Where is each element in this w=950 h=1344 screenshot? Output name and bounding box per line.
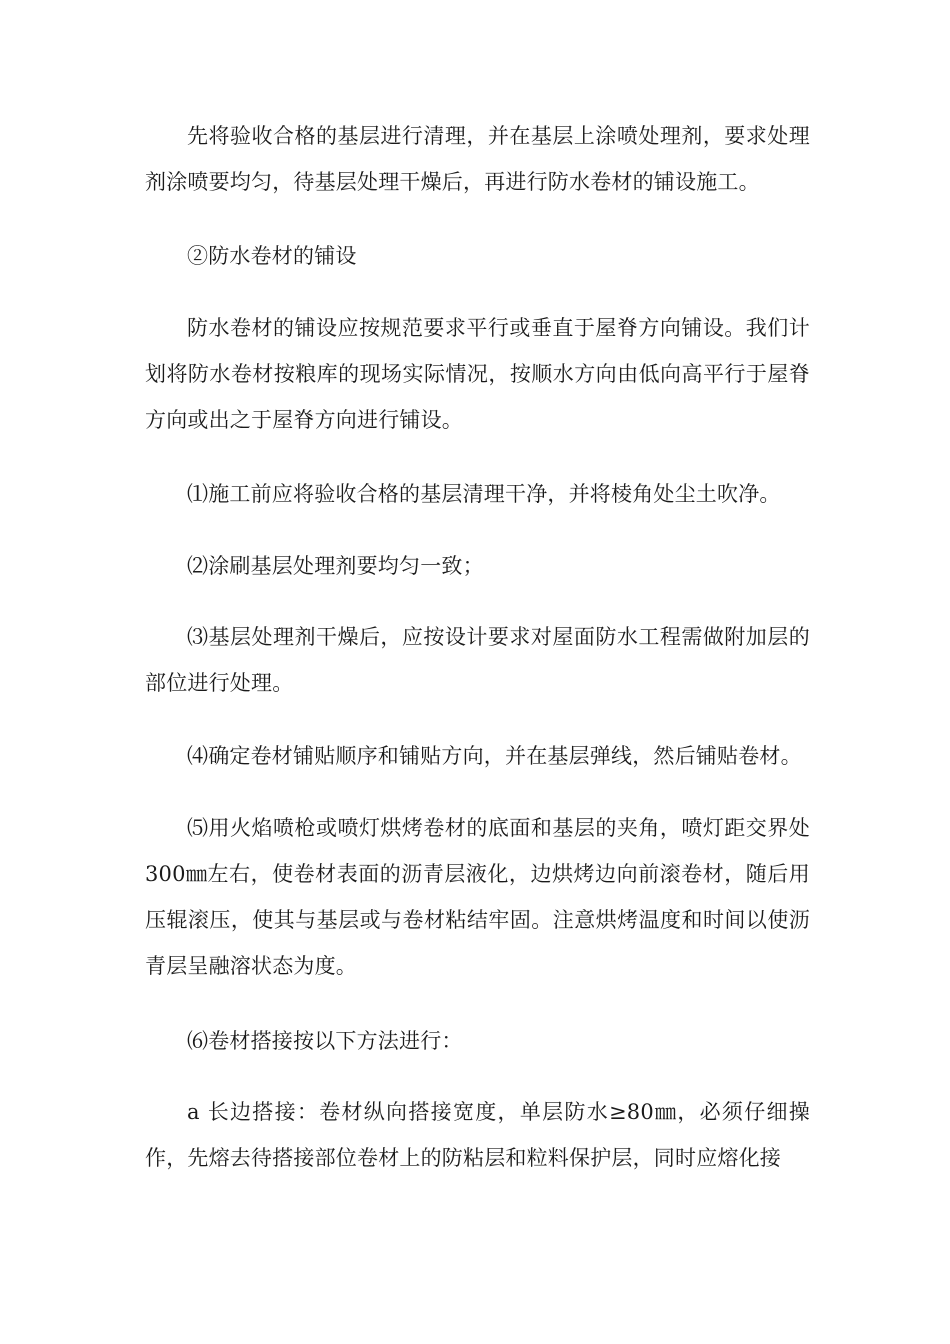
- heading-membrane-laying: ②防水卷材的铺设: [187, 244, 357, 268]
- list-item-4: ⑷确定卷材铺贴顺序和铺贴方向，并在基层弹线，然后铺贴卷材。: [187, 744, 802, 768]
- list-item-6: ⑹卷材搭接按以下方法进行：: [187, 1029, 463, 1053]
- list-item-2: ⑵涂刷基层处理剂要均匀一致；: [187, 554, 484, 578]
- list-item-1: ⑴施工前应将验收合格的基层清理干净，并将棱角处尘土吹净。: [187, 482, 781, 506]
- paragraph-base-cleaning: 先将验收合格的基层进行清理，并在基层上涂喷处理剂，要求处理剂涂喷要均匀，待基层处理干燥后，再进行防水卷材的铺设施工。: [145, 124, 810, 194]
- list-item-3: ⑶基层处理剂干燥后，应按设计要求对屋面防水工程需做附加层的部位进行处理。: [145, 625, 810, 695]
- paragraph-long-edge-lap: a 长边搭接：卷材纵向搭接宽度，单层防水≥80㎜，必须仔细操作，先熔去待搭接部位卷材上的防粘层和粒料保护层，同时应熔化接: [145, 1100, 810, 1170]
- list-item-5: ⑸用火焰喷枪或喷灯烘烤卷材的底面和基层的夹角，喷灯距交界处 300㎜左右，使卷材表面的沥青层液化，边烘烤边向前滚卷材，随后用压辊滚压，使其与基层或与卷材粘结牢固。注意烘烤温度和时间以使沥青层呈融溶状态为度。: [145, 816, 810, 978]
- paragraph-laying-direction: 防水卷材的铺设应按规范要求平行或垂直于屋脊方向铺设。我们计划将防水卷材按粮库的现场实际情况，按顺水方向由低向高平行于屋脊方向或出之于屋脊方向进行铺设。: [145, 316, 810, 432]
